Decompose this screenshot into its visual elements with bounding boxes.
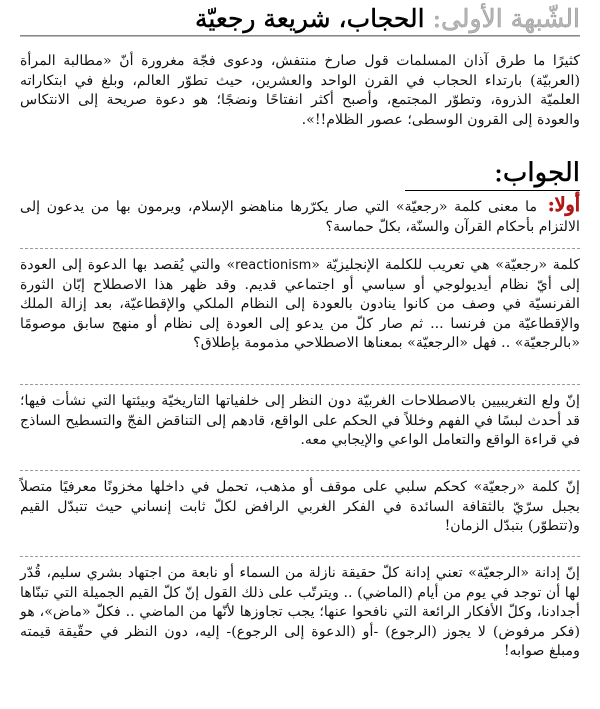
definition-text-start: كلمة «رجعيّة» هي تعريب للكلمة الإنجليزيّة « bbox=[311, 257, 580, 273]
condemnation-paragraph: إنّ إدانة «الرجعيّة» تعني إدانة كلّ حقيقة نازلة من السماء أو نابعة من اجتهاد بشري سليم، قُدّر لها أن توجد في يوم من أيام (الماضي) .. ويترتّب على ذلك القول إنّ كلّ القيم الجميلة التي تبنّاها أجدادنا، وكلّ الأفكار الرائعة التي نافحوا عنها؛ يجب تجاوزها لأنّها من الماضي .. فكلّ «ماض»، هو (فكر مرفوض) لا يجوز (الرجوع) -أو (الدعوة إلى الرجوع)- إليه، دون النظر في حقّيقة قيمته ومبلغ صوابه! bbox=[20, 565, 580, 659]
title-part-1: الشّبهة الأولى: bbox=[432, 4, 580, 33]
first-point-paragraph bbox=[20, 196, 580, 237]
section-divider bbox=[20, 248, 580, 249]
page-title bbox=[20, 4, 580, 34]
section-divider bbox=[20, 556, 580, 557]
definition-text-end: » والتي يُقصد بها الدعوة إلى العودة إلى أيّ نظام أيديولوجي أو سياسي أو اجتماعي قديم. وقد ظهر هذا الاصطلاح إبّان الثورة الفرنسيّة في وصف من كانوا ينادون بالعودة إلى النظام الملكي والإقطاعيّة، بعد إزالة الملك والإقطاعيّة من فرنسا ... ثم صار كلّ من يدعو إلى العودة إلى نظام أو منهج سابق موصومًا «بالرجعيّة» .. فهل «الرجعيّة» بمعناها الاصطلاحي مذمومة بإطلاق؟ bbox=[20, 257, 580, 351]
definition-paragraph bbox=[20, 256, 580, 354]
title-part-2: الحجاب، شريعة رجعيّة bbox=[194, 4, 433, 33]
header-rule bbox=[20, 35, 580, 37]
latin-term: reactionism bbox=[235, 258, 312, 273]
section-divider bbox=[20, 470, 580, 471]
question-paragraph: كثيرًا ما طرق آذان المسلمات قول صارخ منتفش، ودعوى فجّة مغرورة أنّ «مطالبة المرأة (العربيّة) بارتداء الحجاب في القرن الواحد والعشرين، حيث تطوّر العالم، وبلغ في ابتكاراته العلميّة الذروة، وتطوّر المجتمع، وأصبح أكثر انفتاحًا ونضجًا؛ هو دعوة صريحة إلى الانتكاس والعودة إلى القرون الوسطى؛ عصور الظلام!!». bbox=[20, 53, 580, 128]
westernizers-paragraph: إنّ ولع التغريبيين بالاصطلاحات الغربيّة دون النظر إلى خلفياتها التاريخيّة وبيئتها التي نشأت فيها؛ قد أحدث لبسًا في الفهم وخللاً في الحكم على الواقع، قادهم إلى التناقض الفجّ والتسطيح الساذج في قراءة الواقع والتعامل الواعي والإيجابي معه. bbox=[20, 393, 580, 448]
first-point-label: أولا: bbox=[547, 194, 580, 216]
answer-heading: الجواب: bbox=[494, 158, 580, 188]
first-point-question: ما معنى كلمة «رجعيّة» التي صار يكرّرها مناهضو الإسلام، ويرمون بها من يدعون إلى الالتزام بأحكام القرآن والسنّة، بكلّ حماسة؟ bbox=[20, 199, 580, 235]
word-meaning-paragraph: إنّ كلمة «رجعيّة» كحكم سلبي على موقف أو مذهب، تحمل في داخلها مخزونًا معرفيًا متصلاً بجبل سرّيّ بالثقافة السائدة في الفكر الغربي الرافض لكلّ ثابت إنساني حيث تتبدّل القيم و(تتطوّر) بتبدّل الزمان! bbox=[20, 479, 580, 534]
answer-underline bbox=[405, 190, 580, 191]
section-divider bbox=[20, 384, 580, 385]
